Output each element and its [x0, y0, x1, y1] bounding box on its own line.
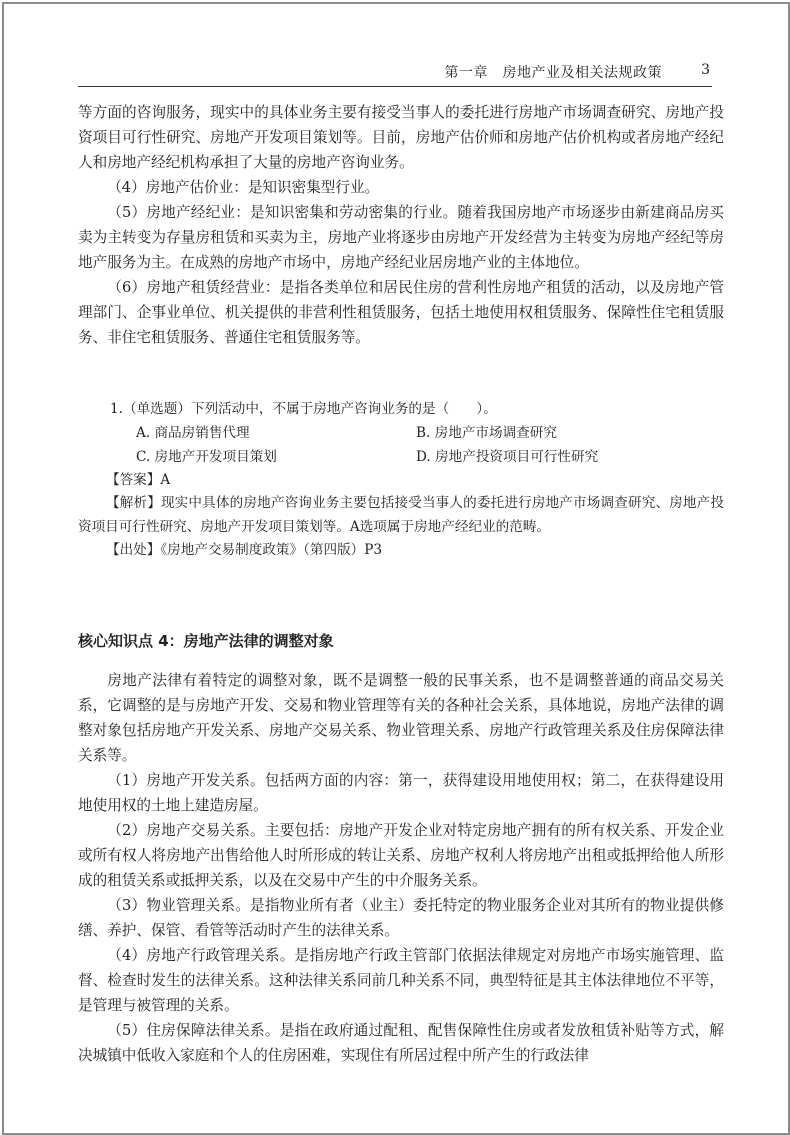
question-stem: 1.（单选题）下列活动中，不属于房地产咨询业务的是（ ）。 [110, 401, 497, 417]
section-heading: 核心知识点 4：房地产法律的调整对象 [78, 632, 334, 650]
section-consulting-continued [78, 100, 724, 350]
paragraph-development: （1）房地产开发关系。包括两方面的内容：第一，获得建设用地使用权；第二，在获得建设用地使用权的土地上建造房屋。 [78, 772, 724, 814]
source: 【出处】《房地产交易制度政策》（第四版）P3 [106, 542, 383, 558]
paragraph-housing-security: （5）住房保障法律关系。是指在政府通过配租、配售保障性住房或者发放租赁补贴等方式，解决城镇中低收入家庭和个人的住房困难，实现住有所居过程中所产生的行政法律 [78, 1022, 724, 1064]
explanation: 【解析】现实中具体的房地产咨询业务主要包括接受当事人的委托进行房地产市场调查研究、房地产投资项目可行性研究、房地产开发项目策划等。A选项属于房地产经纪业的范畴。 [78, 495, 724, 535]
chapter-title: 第一章 房地产业及相关法规政策 [444, 65, 662, 81]
option-c: C. 房地产开发项目策划 [136, 448, 277, 465]
answer: 【答案】A [106, 471, 171, 488]
page-number: 3 [701, 62, 710, 78]
paragraph-transaction: （2）房地产交易关系。主要包括：房地产开发企业对特定房地产拥有的所有权关系、开发企业或所有权人将房地产出售给他人时所形成的转让关系、房地产权利人将房地产出租或抵押给他人所形成的租赁关系或抵押关系，以及在交易中产生的中介服务关系。 [78, 822, 724, 889]
section-legal-objects [78, 668, 724, 1068]
paragraph-leasing: （6）房地产租赁经营业：是指各类单位和居民住房的营利性房地产租赁的活动，以及房地产管理部门、企事业单位、机关提供的非营利性租赁服务，包括土地使用权租赁服务、保障性住宅租赁服务、非住宅租赁服务、普通住宅租赁服务等。 [78, 279, 724, 346]
option-a: A. 商品房销售代理 [136, 424, 250, 441]
paragraph-administration: （4）房地产行政管理关系。是指房地产行政主管部门依据法律规定对房地产市场实施管理、监督、检查时发生的法律关系。这种法律关系同前几种关系不同，典型特征是其主体法律地位不平等，是管理与被管理的关系。 [78, 947, 724, 1014]
paragraph-brokerage: （5）房地产经纪业：是知识密集和劳动密集的行业。随着我国房地产市场逐步由新建商品房买卖为主转变为存量房租赁和买卖为主，房地产业将逐步由房地产开发经营为主转变为房地产经纪等房地产服务为主。在成熟的房地产市场中，房地产经纪业居房地产业的主体地位。 [78, 204, 724, 271]
practice-question [78, 398, 724, 563]
option-d: D. 房地产投资项目可行性研究 [416, 448, 599, 465]
paragraph-intro: 房地产法律有着特定的调整对象，既不是调整一般的民事关系，也不是调整普通的商品交易关系，它调整的是与房地产开发、交易和物业管理等有关的各种社会关系，具体地说，房地产法律的调整对象包括房地产开发关系、房地产交易关系、物业管理关系、房地产行政管理关系及住房保障法律关系等。 [78, 672, 724, 764]
page [2, 2, 790, 1135]
option-b: B. 房地产市场调查研究 [416, 424, 557, 441]
paragraph-consulting: 等方面的咨询服务，现实中的具体业务主要有接受当事人的委托进行房地产市场调查研究、房地产投资项目可行性研究、房地产开发项目策划等。目前，房地产估价师和房地产估价机构或者房地产经纪人和房地产经纪机构承担了大量的房地产咨询业务。 [78, 104, 724, 171]
running-header [78, 56, 712, 87]
paragraph-appraisal: （4）房地产估价业：是知识密集型行业。 [107, 179, 380, 196]
paragraph-property-management: （3）物业管理关系。是指物业所有者（业主）委托特定的物业服务企业对其所有的物业提供修缮、养护、保管、看管等活动时产生的法律关系。 [78, 897, 724, 939]
question-options [78, 422, 724, 469]
